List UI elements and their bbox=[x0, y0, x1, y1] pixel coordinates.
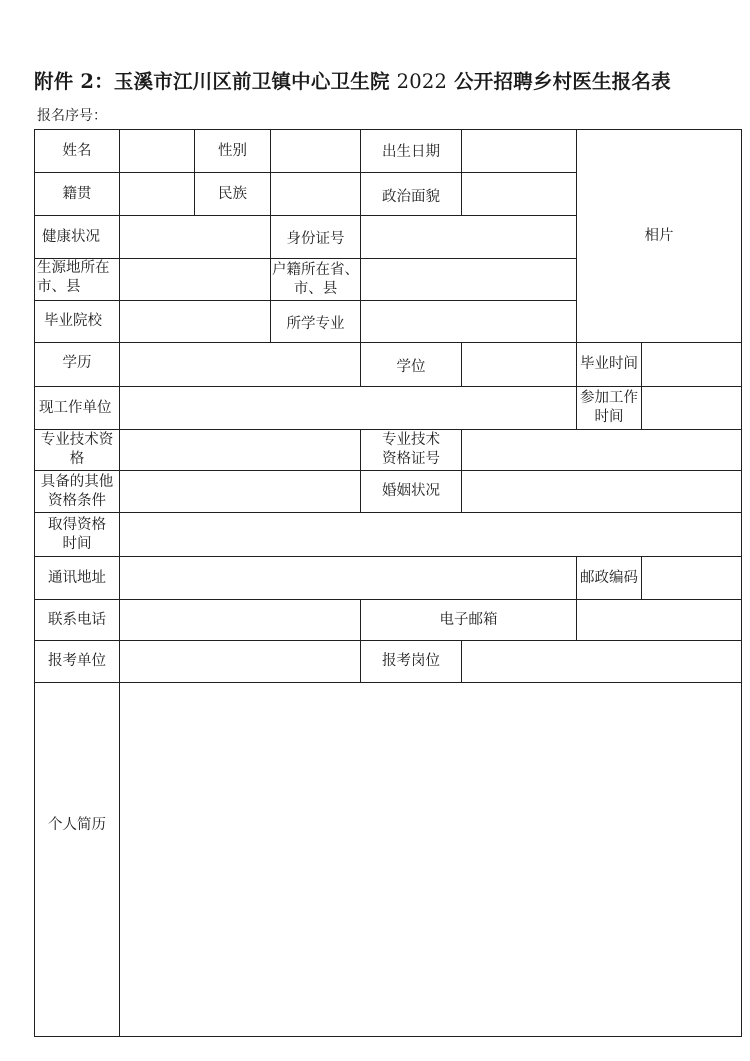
ethnicity-field[interactable] bbox=[272, 174, 359, 214]
label-applied-post bbox=[361, 641, 461, 682]
resume-field[interactable] bbox=[121, 684, 740, 1035]
label-text: 籍贯 bbox=[62, 185, 92, 202]
label-health bbox=[42, 216, 119, 258]
health-field[interactable] bbox=[121, 217, 269, 257]
id-number-field[interactable] bbox=[362, 217, 575, 257]
label-text: 出生日期 bbox=[382, 144, 440, 160]
label-text-line2: 格 bbox=[69, 451, 85, 467]
label-text: 学历 bbox=[62, 354, 92, 371]
label-text: 婚姻状况 bbox=[382, 483, 440, 499]
label-applied-unit bbox=[35, 641, 119, 682]
qualification-field[interactable] bbox=[121, 431, 359, 469]
gender-field[interactable] bbox=[272, 131, 359, 171]
label-graduation-time bbox=[577, 343, 641, 386]
label-text: 个人简历 bbox=[48, 816, 106, 833]
label-text: 邮政编码 bbox=[580, 569, 638, 586]
label-school bbox=[44, 301, 119, 342]
work-start-field[interactable] bbox=[643, 388, 740, 428]
employer-field[interactable] bbox=[121, 388, 575, 428]
graduation-time-field[interactable] bbox=[643, 344, 740, 385]
sequence-number-label: 报名序号： bbox=[37, 108, 107, 124]
label-text: 身份证号 bbox=[286, 230, 345, 247]
label-text: 健康状况 bbox=[42, 228, 100, 245]
label-text-line1: 取得资格 bbox=[48, 516, 106, 533]
label-text: 所学专业 bbox=[286, 315, 345, 332]
label-text: 性别 bbox=[218, 142, 247, 159]
school-field[interactable] bbox=[121, 302, 269, 341]
label-qualification bbox=[35, 430, 119, 470]
native-place-field[interactable] bbox=[121, 174, 193, 214]
label-id-number bbox=[271, 216, 360, 262]
phone-field[interactable] bbox=[121, 601, 359, 639]
label-ethnicity bbox=[195, 173, 270, 215]
label-text: 政治面貌 bbox=[382, 188, 440, 205]
label-text-line1: 专业技术资 bbox=[40, 432, 114, 448]
label-text: 电子邮箱 bbox=[439, 611, 498, 628]
label-text: 毕业时间 bbox=[580, 356, 638, 372]
label-text-line1: 参加工作 bbox=[580, 390, 638, 406]
degree-field[interactable] bbox=[463, 344, 575, 385]
label-text-line1: 生源地所在 bbox=[37, 260, 110, 276]
postcode-field[interactable] bbox=[643, 558, 740, 598]
photo-label: 相片 bbox=[644, 227, 674, 244]
label-text-line2: 时间 bbox=[594, 409, 624, 425]
label-major bbox=[271, 301, 360, 347]
label-text-line1: 专业技术 bbox=[382, 432, 440, 448]
label-text: 现工作单位 bbox=[39, 399, 112, 416]
label-text-line1: 具备的其他 bbox=[40, 473, 114, 490]
label-marital bbox=[361, 471, 461, 512]
label-text: 毕业院校 bbox=[44, 313, 102, 329]
label-text: 通讯地址 bbox=[48, 569, 106, 586]
title-suffix: 公开招聘乡村医生报名表 bbox=[447, 70, 671, 93]
label-text-line2: 资格条件 bbox=[48, 492, 106, 509]
label-birth-date bbox=[361, 130, 461, 175]
label-email bbox=[361, 600, 576, 640]
label-text-line2: 资格证号 bbox=[382, 451, 440, 467]
label-education bbox=[35, 343, 119, 383]
birth-date-field[interactable] bbox=[463, 131, 575, 171]
label-postcode bbox=[577, 557, 641, 599]
applied-post-field[interactable] bbox=[463, 642, 740, 681]
title-org: 玉溪市江川区前卫镇中心卫生院 bbox=[113, 70, 397, 93]
political-status-field[interactable] bbox=[463, 174, 575, 214]
label-text: 报考岗位 bbox=[382, 653, 440, 669]
name-field[interactable] bbox=[121, 131, 193, 171]
row-line bbox=[34, 1036, 742, 1037]
origin-city-field[interactable] bbox=[121, 260, 269, 299]
household-field[interactable] bbox=[362, 260, 575, 299]
obtain-time-field[interactable] bbox=[121, 514, 740, 555]
label-other-conditions bbox=[35, 471, 119, 512]
label-text: 学位 bbox=[396, 358, 426, 375]
label-origin-city bbox=[37, 259, 119, 300]
address-field[interactable] bbox=[121, 558, 575, 598]
label-work-start bbox=[577, 387, 641, 429]
photo-box[interactable] bbox=[577, 130, 741, 342]
title-prefix: 附件 2： bbox=[34, 70, 114, 93]
label-resume bbox=[35, 683, 119, 967]
label-text: 姓名 bbox=[62, 142, 92, 159]
label-text-line2: 市、县 bbox=[293, 280, 338, 297]
label-native-place bbox=[35, 173, 119, 215]
other-conditions-field[interactable] bbox=[121, 472, 359, 511]
education-field[interactable] bbox=[121, 344, 359, 385]
label-text: 报考单位 bbox=[48, 653, 106, 669]
label-text: 联系电话 bbox=[48, 611, 106, 628]
email-field[interactable] bbox=[578, 601, 740, 639]
label-employer bbox=[39, 387, 119, 429]
label-name bbox=[35, 130, 119, 172]
label-address bbox=[35, 557, 119, 599]
label-gender bbox=[195, 130, 270, 172]
applied-unit-field[interactable] bbox=[121, 642, 359, 681]
major-field[interactable] bbox=[362, 302, 575, 341]
label-cert-no bbox=[361, 430, 461, 470]
label-degree bbox=[361, 343, 461, 391]
label-household bbox=[271, 259, 360, 300]
label-political-status bbox=[361, 173, 461, 221]
marital-field[interactable] bbox=[463, 472, 740, 511]
label-phone bbox=[35, 600, 119, 640]
label-obtain-time bbox=[35, 513, 119, 556]
title-year: 2022 bbox=[396, 70, 448, 93]
label-text-line2: 市、县 bbox=[37, 279, 81, 295]
label-text-line2: 时间 bbox=[62, 535, 92, 552]
label-text-line1: 户籍所在省、 bbox=[272, 261, 359, 278]
column-line bbox=[741, 129, 742, 1037]
label-text: 民族 bbox=[218, 185, 247, 202]
cert-no-field[interactable] bbox=[463, 431, 740, 469]
